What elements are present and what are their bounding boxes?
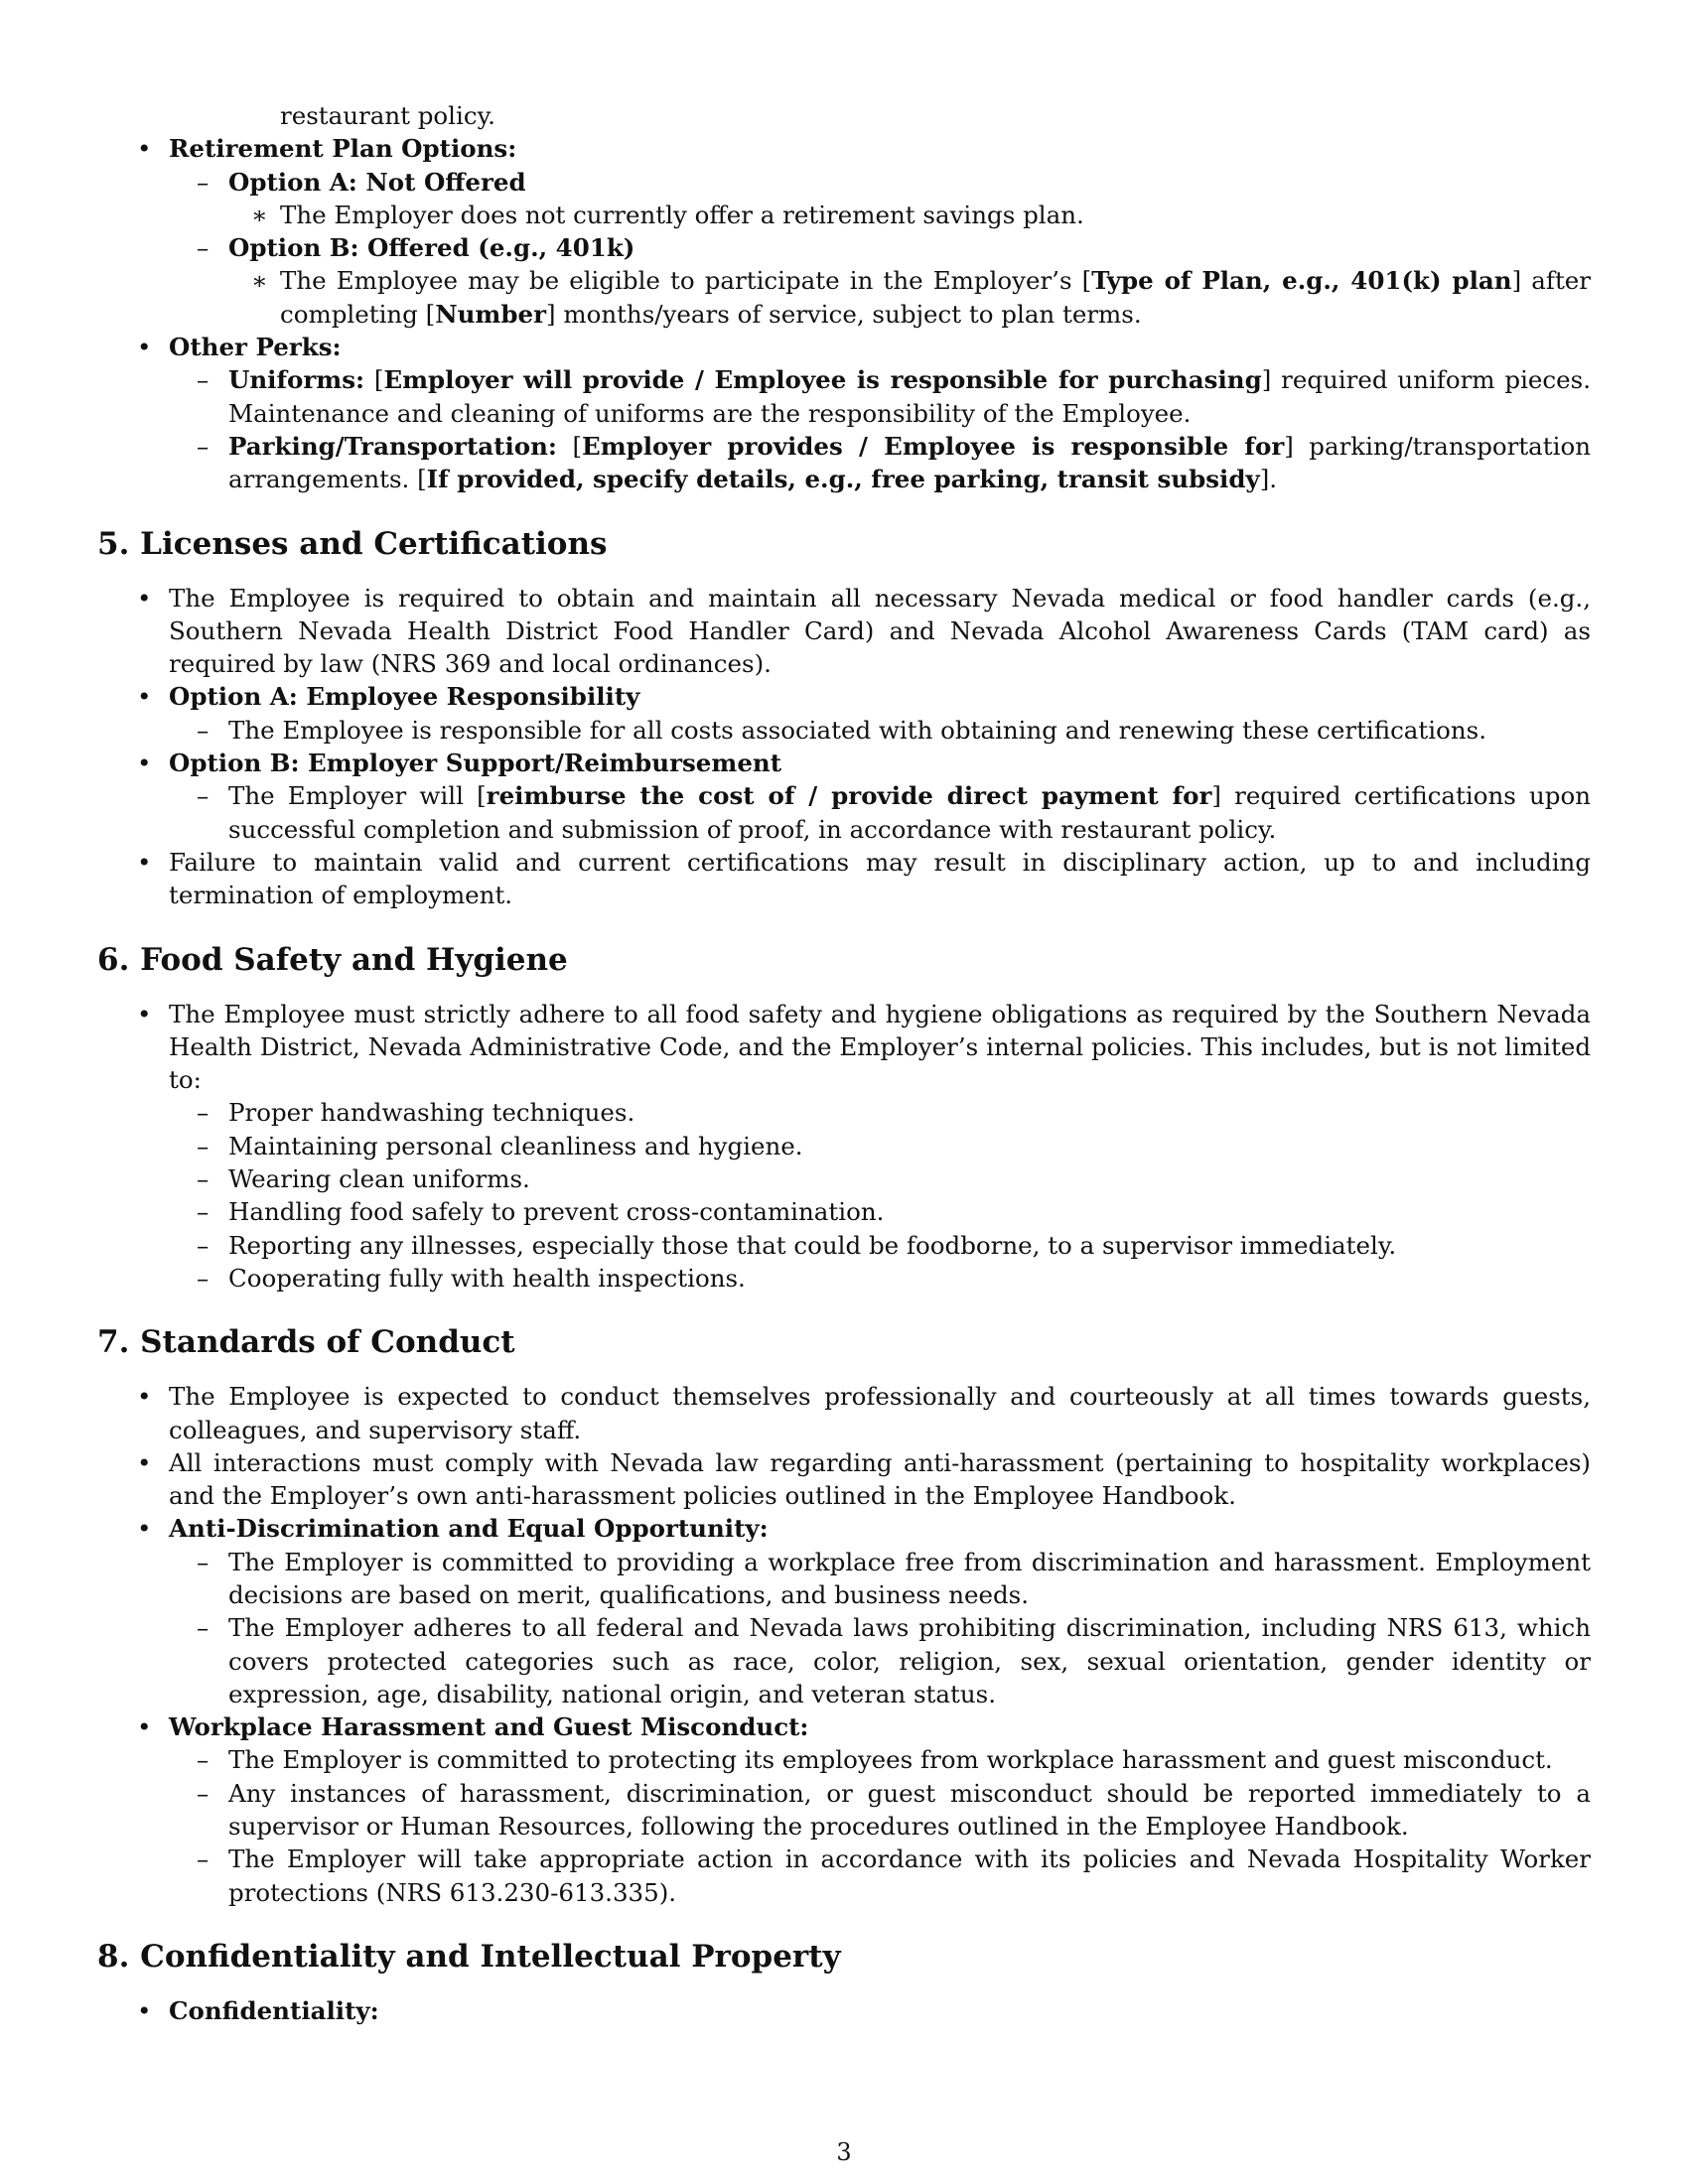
list-item	[97, 747, 1591, 779]
harassment-text: The Employer will take appropriate action in accordance with its policies and Nevada Hospitality Worker protections (NRS 613.230-613.335).	[228, 1844, 1591, 1907]
section-5-heading: 5. Licenses and Certifications	[97, 525, 608, 562]
bullet-marker: •	[137, 1712, 152, 1742]
hygiene-item: Maintaining personal cleanliness and hygiene.	[228, 1131, 803, 1160]
list-item	[97, 1195, 1591, 1228]
parking-text: ].	[1259, 465, 1278, 494]
anti-discrimination-text: The Employer adheres to all federal and Nevada laws prohibiting discrimination, including NRS 613, which covers protected categories such as race, color, religion, sex, sexual orientation, gender identity or expression, age, disability, national origin, and veteran status.	[228, 1613, 1591, 1708]
section-spacer	[97, 1909, 1591, 1937]
heading-spacer	[97, 564, 1591, 582]
section-8-heading: 8. Confidentiality and Intellectual Property	[97, 1938, 841, 1975]
page-number: 3	[836, 2138, 852, 2166]
list-item	[97, 1229, 1591, 1262]
retirement-number-placeholder: Number	[435, 299, 546, 329]
list-item	[97, 1994, 1591, 2027]
retirement-option-a-text: The Employer does not currently offer a retirement savings plan.	[280, 200, 1084, 229]
parking-text: ] parking/transportation arrangements. [	[228, 431, 1591, 494]
list-item	[97, 363, 1591, 430]
list-item	[97, 1512, 1591, 1545]
retirement-option-b-text: ] months/years of service, subject to plan terms.	[545, 299, 1142, 329]
continuation-text: restaurant policy.	[280, 101, 495, 130]
list-item	[97, 1262, 1591, 1295]
heading-spacer	[97, 1362, 1591, 1380]
section-5-final-paragraph: Failure to maintain valid and current certifications may result in disciplinary action, up to and including termination of employment.	[169, 847, 1591, 910]
dash-marker: –	[197, 1547, 210, 1576]
bullet-marker: •	[137, 1995, 152, 2025]
hygiene-item: Proper handwashing techniques.	[228, 1098, 635, 1128]
dash-marker: –	[197, 1197, 210, 1227]
retirement-heading: Retirement Plan Options:	[169, 134, 517, 164]
list-item	[97, 1710, 1591, 1743]
list-item	[97, 1611, 1591, 1710]
list-item	[97, 582, 1591, 681]
dash-marker: –	[197, 1778, 210, 1808]
list-item	[97, 132, 1591, 165]
heading-spacer	[97, 980, 1591, 998]
section-7-paragraph: The Employee is expected to conduct themselves professionally and courteously at all times towards guests, colleagues, and supervisory staff.	[169, 1382, 1591, 1444]
list-item	[97, 1446, 1591, 1513]
star-marker: ∗	[251, 200, 268, 229]
harassment-text: The Employer is committed to protecting its employees from workplace harassment and guest misconduct.	[228, 1745, 1553, 1775]
list-item	[97, 1843, 1591, 1909]
retirement-option-b-text: ] after completing [	[280, 266, 1592, 329]
bullet-marker: •	[137, 333, 152, 362]
uniforms-label: Uniforms:	[228, 365, 365, 395]
section-5-option-b-text: ] required certifications upon successful completion and submission of proof, in accordance with restaurant policy.	[228, 781, 1591, 844]
uniforms-text: [	[364, 365, 384, 395]
dash-marker: –	[197, 431, 210, 461]
section-spacer	[97, 1295, 1591, 1322]
uniforms-text: ] required uniform pieces. Maintenance and cleaning of uniforms are the responsibility of the Employee.	[228, 365, 1591, 428]
bullet-marker: •	[137, 134, 152, 164]
dash-marker: –	[197, 1745, 210, 1775]
harassment-text: Any instances of harassment, discrimination, or guest misconduct should be reported immediately to a supervisor or Human Resources, following the procedures outlined in the Employee Handbook.	[228, 1778, 1591, 1842]
parking-label: Parking/Transportation:	[228, 431, 557, 461]
dash-marker: –	[197, 1613, 210, 1643]
hygiene-item: Handling food safely to prevent cross-contamination.	[228, 1197, 885, 1227]
list-item	[97, 1380, 1591, 1446]
dash-marker: –	[197, 365, 210, 395]
bullet-marker: •	[137, 847, 152, 877]
section-5-option-b-title: Option B: Employer Support/Reimbursement	[169, 749, 782, 778]
bullet-marker: •	[137, 1382, 152, 1412]
confidentiality-title: Confidentiality:	[169, 1995, 379, 2025]
hygiene-item: Wearing clean uniforms.	[228, 1164, 530, 1194]
bullet-marker: •	[137, 749, 152, 778]
list-item	[97, 1130, 1591, 1162]
dash-marker: –	[197, 715, 210, 745]
bullet-marker: •	[137, 1514, 152, 1544]
parking-placeholder: Employer provides / Employee is responsible for	[582, 431, 1285, 461]
parking-text: [	[556, 431, 583, 461]
list-item	[97, 231, 1591, 264]
section-5-option-a-text: The Employee is responsible for all costs associated with obtaining and renewing these certifications.	[228, 715, 1486, 745]
bullet-marker: •	[137, 583, 152, 613]
section-6-paragraph: The Employee must strictly adhere to all food safety and hygiene obligations as required by the Southern Nevada Health District, Nevada Administrative Code, and the Employer’s internal policies. This includes, but is not limited to:	[169, 999, 1591, 1095]
uniforms-placeholder: Employer will provide / Employee is responsible for purchasing	[383, 365, 1262, 395]
section-5-option-b-text: The Employer will [	[228, 781, 487, 811]
list-item	[97, 199, 1591, 231]
bullet-marker: •	[137, 999, 152, 1028]
dash-marker: –	[197, 167, 210, 197]
list-item	[97, 846, 1591, 912]
section-7-paragraph: All interactions must comply with Nevada law regarding anti-harassment (pertaining to hospitality workplaces) and the Employer’s own anti-harassment policies outlined in the Employee Handbook.	[169, 1447, 1591, 1511]
list-item	[97, 331, 1591, 363]
retirement-option-a-title: Option A: Not Offered	[228, 167, 526, 197]
perks-heading: Other Perks:	[169, 333, 342, 362]
dash-marker: –	[197, 1131, 210, 1160]
dash-marker: –	[197, 1263, 210, 1293]
list-item	[97, 264, 1591, 331]
dash-marker: –	[197, 233, 210, 263]
hygiene-item: Cooperating fully with health inspections.	[228, 1263, 746, 1293]
page-content	[97, 99, 1591, 2027]
dash-marker: –	[197, 1164, 210, 1194]
hygiene-item: Reporting any illnesses, especially those that could be foodborne, to a supervisor immediately.	[228, 1230, 1397, 1260]
retirement-option-b-title: Option B: Offered (e.g., 401k)	[228, 233, 635, 263]
dash-marker: –	[197, 1844, 210, 1874]
list-item	[97, 430, 1591, 496]
dash-marker: –	[197, 1098, 210, 1128]
list-item	[97, 166, 1591, 199]
bullet-marker: •	[137, 1447, 152, 1477]
section-spacer	[97, 912, 1591, 940]
retirement-plan-placeholder: Type of Plan, e.g., 401(k) plan	[1091, 266, 1512, 296]
parking-details-placeholder: If provided, specify details, e.g., free parking, transit subsidy	[426, 465, 1260, 494]
list-item	[97, 680, 1591, 713]
harassment-title: Workplace Harassment and Guest Misconduct:	[169, 1712, 809, 1742]
list-item	[97, 1777, 1591, 1843]
section-5-paragraph: The Employee is required to obtain and maintain all necessary Nevada medical or food handler cards (e.g., Southern Nevada Health District Food Handler Card) and Nevada Alcohol Awareness Cards (TAM card) as required by law (NRS 369 and local ordinances).	[169, 583, 1591, 679]
section-5-option-b-placeholder: reimburse the cost of / provide direct payment for	[486, 781, 1212, 811]
section-5-option-a-title: Option A: Employee Responsibility	[169, 682, 640, 712]
anti-discrimination-text: The Employer is committed to providing a workplace free from discrimination and harassment. Employment decisions are based on merit, qualifications, and business needs.	[228, 1547, 1591, 1609]
dash-marker: –	[197, 781, 210, 811]
list-item	[97, 714, 1591, 747]
anti-discrimination-title: Anti-Discrimination and Equal Opportunity:	[169, 1514, 769, 1544]
list-item	[97, 1546, 1591, 1612]
list-item	[97, 1096, 1591, 1129]
section-spacer	[97, 496, 1591, 524]
section-6-heading: 6. Food Safety and Hygiene	[97, 941, 568, 978]
list-item	[97, 779, 1591, 846]
retirement-option-b-text: The Employee may be eligible to participate in the Employer’s [	[280, 266, 1092, 296]
heading-spacer	[97, 1977, 1591, 1994]
star-marker: ∗	[251, 266, 268, 296]
section-7-heading: 7. Standards of Conduct	[97, 1324, 515, 1361]
list-item	[97, 1162, 1591, 1195]
list-item	[97, 1743, 1591, 1776]
bullet-marker: •	[137, 682, 152, 712]
list-item	[97, 998, 1591, 1097]
dash-marker: –	[197, 1230, 210, 1260]
